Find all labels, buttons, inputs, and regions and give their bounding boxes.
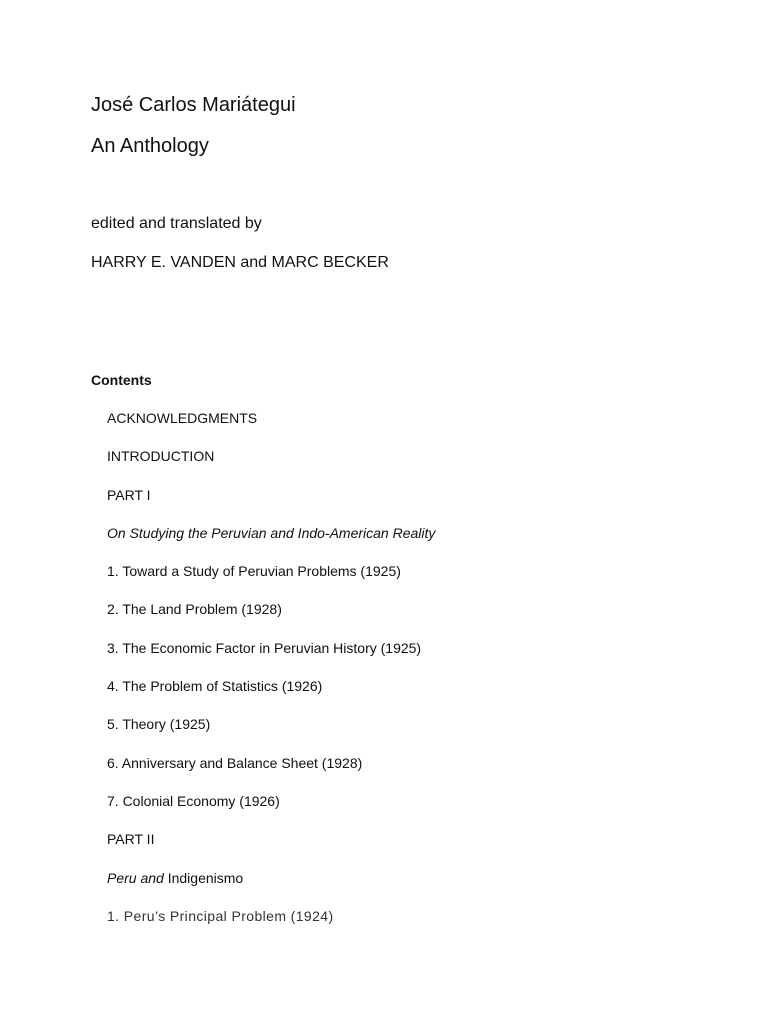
toc-part-1-chapter-2: 2. The Land Problem (1928) [107,601,282,618]
book-title: José Carlos Mariátegui [91,94,296,116]
edited-translated-line: edited and translated by [91,215,262,232]
toc-part-2-chapter-1: 1. Peru’s Principal Problem (1924) [107,907,334,924]
toc-part-1-label: PART I [107,486,151,503]
editors-names: HARRY E. VANDEN and MARC BECKER [91,254,389,271]
toc-part-1-chapter-3: 3. The Economic Factor in Peruvian History (1925) [107,639,422,656]
toc-part-1-chapter-6: 6. Anniversary and Balance Sheet (1928) [107,754,363,771]
toc-part-2-label: PART II [107,831,155,848]
contents-heading: Contents [91,372,152,388]
toc-part-2-subtitle [107,869,435,907]
toc-part-1-chapter-7: 7. Colonial Economy (1926) [107,792,280,809]
toc-part-2-subtitle-italic: Peru and [107,869,164,886]
toc-part-2-subtitle-regular: Indigenismo [167,869,244,886]
table-of-contents [107,409,435,945]
toc-part-1-chapter-4: 4. The Problem of Statistics (1926) [107,678,323,695]
book-subtitle: An Anthology [91,135,209,157]
toc-introduction: INTRODUCTION [107,448,215,465]
toc-part-1-chapter-1: 1. Toward a Study of Peruvian Problems (1925) [107,563,401,580]
toc-part-1-subtitle: On Studying the Peruvian and Indo-American Reality [107,524,436,541]
toc-part-1-chapter-5: 5. Theory (1925) [107,716,211,733]
toc-acknowledgments: ACKNOWLEDGMENTS [107,410,258,426]
